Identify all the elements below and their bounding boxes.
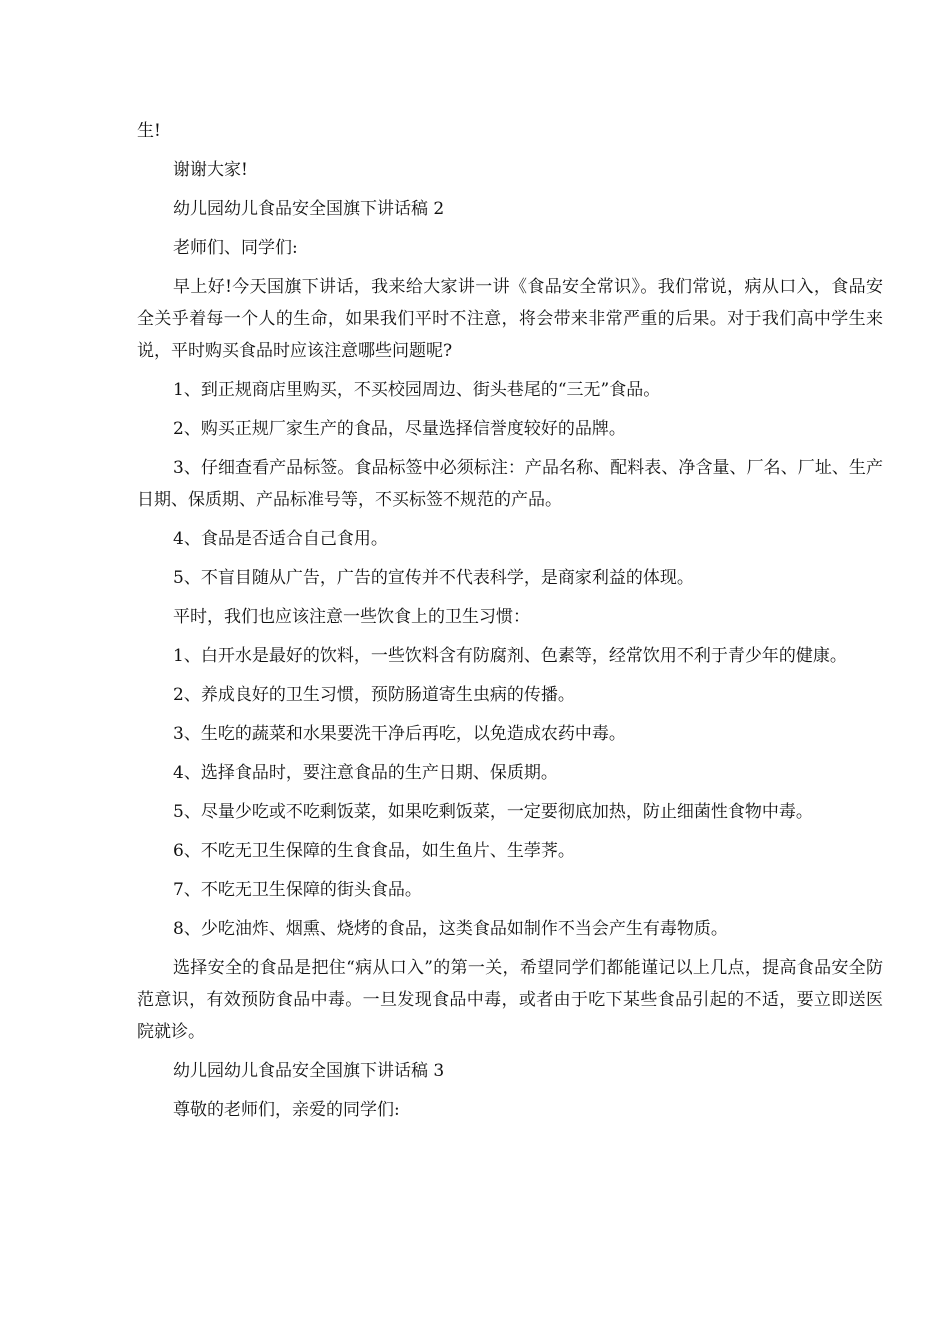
list-item: 1、白开水是最好的饮料，一些饮料含有防腐剂、色素等，经常饮用不利于青少年的健康。 <box>173 646 847 666</box>
paragraph: 选择安全的食品是把住“病从口入”的第一关，希望同学们都能谨记以上几点，提高食品安全防范意识，有效预防食品中毒。一旦发现食品中毒，或者由于吃下某些食品引起的不适，要立即送医院就诊。 <box>137 958 883 1042</box>
list-item: 2、购买正规厂家生产的食品，尽量选择信誉度较好的品牌。 <box>173 419 626 439</box>
list-item: 8、少吃油炸、烟熏、烧烤的食品，这类食品如制作不当会产生有毒物质。 <box>173 919 728 939</box>
list-item: 1、到正规商店里购买，不买校园周边、街头巷尾的“三无”食品。 <box>173 380 661 400</box>
paragraph: 谢谢大家! <box>173 160 248 180</box>
salutation: 老师们、同学们: <box>173 238 298 258</box>
paragraph: 生! <box>137 121 161 141</box>
paragraph: 平时，我们也应该注意一些饮食上的卫生习惯： <box>173 607 530 627</box>
section-heading: 幼儿园幼儿食品安全国旗下讲话稿 2 <box>173 199 445 219</box>
salutation: 尊敬的老师们，亲爱的同学们: <box>173 1100 400 1120</box>
list-item: 4、食品是否适合自己食用。 <box>173 529 388 549</box>
list-item: 4、选择食品时，要注意食品的生产日期、保质期。 <box>173 763 558 783</box>
document-body <box>137 115 883 1133</box>
list-item: 3、生吃的蔬菜和水果要洗干净后再吃，以免造成农药中毒。 <box>173 724 626 744</box>
section-heading: 幼儿园幼儿食品安全国旗下讲话稿 3 <box>173 1061 445 1081</box>
list-item: 5、不盲目随从广告，广告的宣传并不代表科学，是商家利益的体现。 <box>173 568 694 588</box>
list-item: 3、仔细查看产品标签。食品标签中必须标注：产品名称、配料表、净含量、厂名、厂址、生产日期、保质期、产品标准号等，不买标签不规范的产品。 <box>137 458 883 510</box>
list-item: 2、养成良好的卫生习惯，预防肠道寄生虫病的传播。 <box>173 685 575 705</box>
list-item: 5、尽量少吃或不吃剩饭菜，如果吃剩饭菜，一定要彻底加热，防止细菌性食物中毒。 <box>173 802 813 822</box>
paragraph: 早上好!今天国旗下讲话，我来给大家讲一讲《食品安全常识》。我们常说，病从口入，食品安全关乎着每一个人的生命，如果我们平时不注意，将会带来非常严重的后果。对于我们高中学生来说，平时购买食品时应该注意哪些问题呢? <box>137 277 883 361</box>
list-item: 6、不吃无卫生保障的生食食品，如生鱼片、生荸荠。 <box>173 841 575 861</box>
list-item: 7、不吃无卫生保障的街头食品。 <box>173 880 422 900</box>
